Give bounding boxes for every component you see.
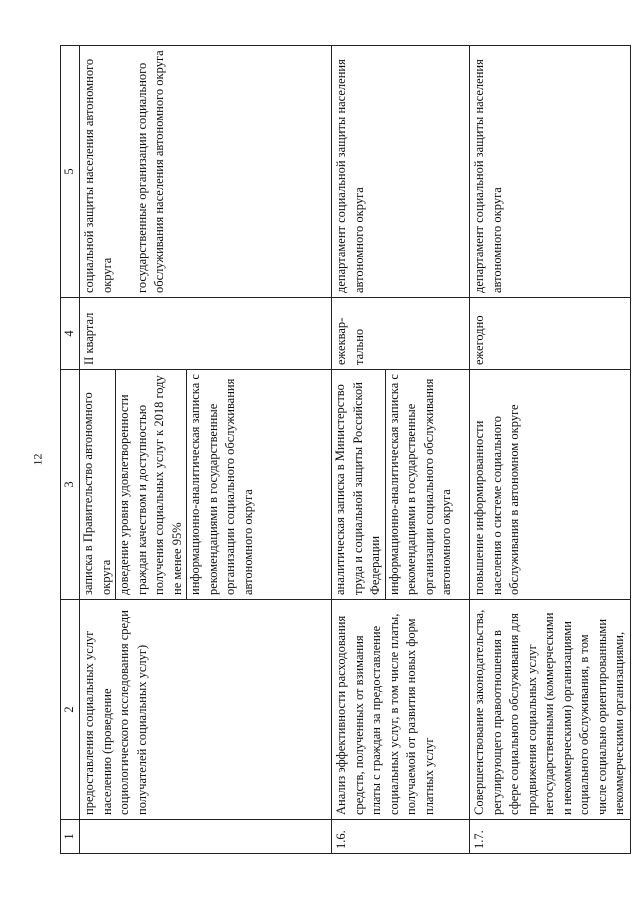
row-number [80,820,332,854]
result-cell: повышение информированности населения о системе социального обслуживания в автономном округе [470,370,631,600]
result-cell [80,370,332,600]
result-item: информационно-аналитическая записка с рекомендациями в государственные организации социального обслуживания автономного округа [186,370,257,599]
result-item: аналитическая записка в Министерство труда и социальной защиты Российской Федерации [333,382,382,595]
header-row [61,46,80,854]
table-row [470,46,631,854]
rotated-page [60,46,626,854]
header-cell: 1 [61,820,80,854]
measure-cell: предоставления социальных услуг населению (проведение социологического исследования среди получателей социальных услуг) [80,600,332,820]
header-cell: 5 [61,46,80,298]
header-cell: 3 [61,370,80,600]
measure-cell: Совершенствование законодательства, регулирующего правоотношения в сфере социального обслуживания для продвижения социальных услуг негосударственными (коммерческими и некоммерческими) организациями социального обслуживания, в том числе социально ориентированными некоммерческими организациями, [470,600,631,820]
result-item: информационно-аналитическая записка с рекомендациями в государственные организации социального обслуживания автономного округа [385,370,456,599]
row-number: 1.7. [470,820,631,854]
page-number: 12 [30,453,45,466]
measure-cell: Анализ эффективности расходования средств, полученных от взимания платы с граждан за предоставление социальных услуг, в том числе платы, получаемой от развития новых форм платных услуг [332,600,470,820]
executor-text: государственные организации социального обслуживания населения автономного округа [134,50,166,293]
term-cell: II квартал [80,298,332,370]
result-item: доведение уровня удовлетворенности граждан качеством и доступностью получения социальных услуг к 2018 году не менее 95% [115,370,186,599]
executor-cell [80,46,332,298]
header-cell: 2 [61,600,80,820]
term-cell: ежеквар-тально [332,298,470,370]
result-cell [332,370,470,600]
table-container [60,46,626,854]
result-item: записка в Правительство автономного округа [81,392,113,595]
executor-text: социальной защиты населения автономного округа [82,58,114,293]
term-cell: ежегодно [470,298,631,370]
table-row [332,46,470,854]
header-cell: 4 [61,298,80,370]
executor-cell: департамент социальной защиты населения автономного округа [332,46,470,298]
executor-cell: департамент социальной защиты населения автономного округа [470,46,631,298]
row-number: 1.6. [332,820,470,854]
table-row [80,46,332,854]
measures-table [60,45,631,854]
